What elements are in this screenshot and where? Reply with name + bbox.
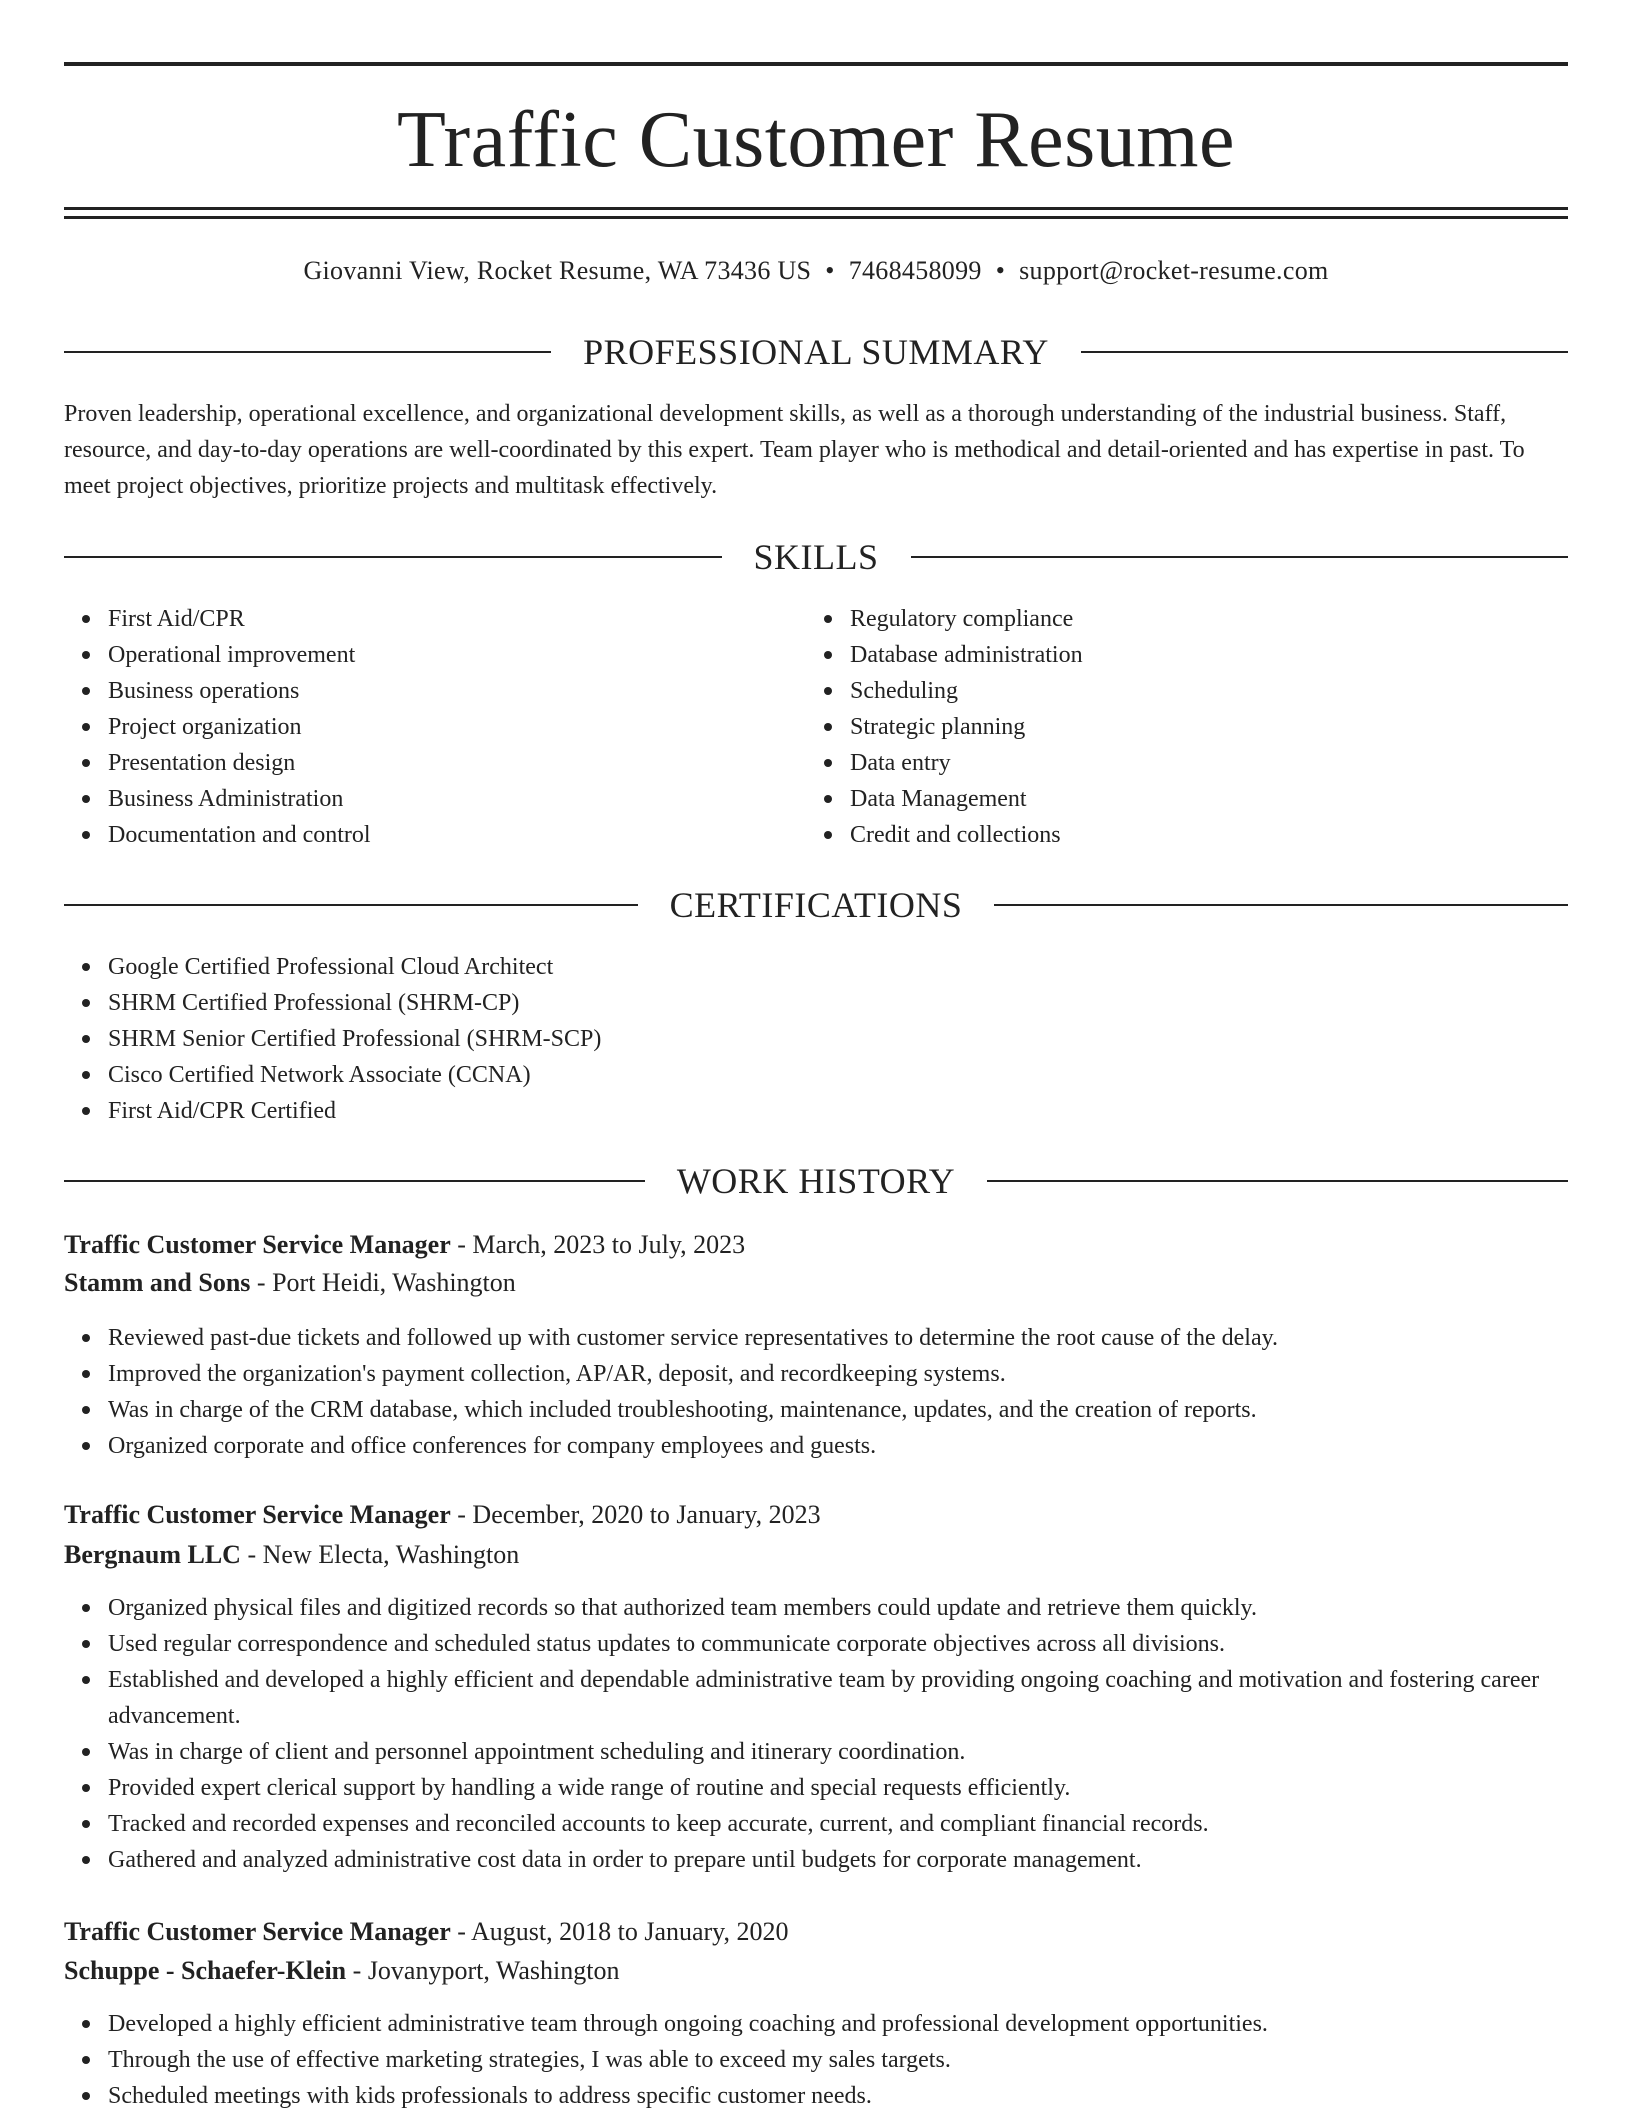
job-company-line	[64, 1265, 516, 1301]
job-dash: -	[450, 1917, 471, 1946]
skill-item: First Aid/CPR	[108, 601, 808, 637]
summary-heading	[64, 328, 1568, 376]
heading-rule-right	[994, 904, 1568, 906]
job-title-line	[64, 1227, 745, 1263]
certification-item: SHRM Certified Professional (SHRM-CP)	[108, 985, 1568, 1021]
resume-title: Traffic Customer Resume	[396, 96, 1236, 184]
skill-item: Operational improvement	[108, 637, 808, 673]
summary-text: Proven leadership, operational excellence, and organizational development skills, as well as a thorough understanding of the industrial business. Staff, resource, and day-to-day operations are well-coordinated by this expert. Team player who is methodical and detail-oriented and has expertise in past. To meet project objectives, prioritize projects and multitask effectively.	[64, 401, 1525, 499]
job-title: Traffic Customer Service Manager	[64, 1917, 451, 1946]
job-bullets	[64, 2006, 1568, 2114]
certifications-list	[64, 949, 1568, 1129]
certification-item: First Aid/CPR Certified	[108, 1093, 1568, 1129]
job-company: Schuppe - Schaefer-Klein	[64, 1956, 347, 1985]
skill-item: Business operations	[108, 673, 808, 709]
certifications-heading	[64, 881, 1568, 929]
job-bullet: Used regular correspondence and scheduled status updates to communicate corporate objectives across all divisions.	[108, 1626, 1568, 1662]
skills-list-right	[806, 601, 1550, 853]
job-bullet: Provided expert clerical support by handling a wide range of routine and special requests efficiently.	[108, 1770, 1568, 1806]
title-rule-upper	[64, 207, 1568, 210]
job-title: Traffic Customer Service Manager	[64, 1230, 451, 1259]
top-rule	[64, 62, 1568, 66]
certification-item: Cisco Certified Network Associate (CCNA)	[108, 1057, 1568, 1093]
job-bullet: Through the use of effective marketing strategies, I was able to exceed my sales targets.	[108, 2042, 1568, 2078]
contact-separator: •	[825, 256, 835, 285]
heading-rule-right	[1081, 351, 1568, 353]
job-location: New Electa, Washington	[262, 1540, 520, 1569]
job-bullet: Gathered and analyzed administrative cost data in order to prepare until budgets for corporate management.	[108, 1842, 1568, 1878]
job-bullet: Improved the organization's payment collection, AP/AR, deposit, and recordkeeping systems.	[108, 1356, 1568, 1392]
skill-item: Data Management	[850, 781, 1550, 817]
heading-rule-left	[64, 556, 722, 558]
skill-item: Data entry	[850, 745, 1550, 781]
job-bullets	[64, 1590, 1568, 1878]
job-bullets	[64, 1320, 1568, 1464]
job-bullet: Scheduled meetings with kids professionals to address specific customer needs.	[108, 2078, 1568, 2114]
skill-item: Business Administration	[108, 781, 808, 817]
certifications-heading-label: CERTIFICATIONS	[669, 885, 963, 925]
job-bullet: Was in charge of client and personnel appointment scheduling and itinerary coordination.	[108, 1734, 1568, 1770]
job-company: Bergnaum LLC	[64, 1540, 241, 1569]
skill-item: Strategic planning	[850, 709, 1550, 745]
job-bullet: Reviewed past-due tickets and followed up with customer service representatives to determine the root cause of the delay.	[108, 1320, 1568, 1356]
job-title-line	[64, 1497, 821, 1533]
skill-item: Database administration	[850, 637, 1550, 673]
heading-rule-left	[64, 351, 551, 353]
work-history-heading	[64, 1157, 1568, 1205]
skills-heading	[64, 533, 1568, 581]
summary-heading-label: PROFESSIONAL SUMMARY	[583, 332, 1049, 372]
contact-separator: •	[995, 256, 1006, 285]
job-bullet: Tracked and recorded expenses and reconciled accounts to keep accurate, current, and compliant financial records.	[108, 1806, 1568, 1842]
job-dash: -	[450, 1230, 473, 1259]
heading-rule-right	[987, 1180, 1568, 1182]
job-dates: March, 2023 to July, 2023	[472, 1230, 746, 1259]
certification-item: Google Certified Professional Cloud Architect	[108, 949, 1568, 985]
job-bullet: Organized corporate and office conferences for company employees and guests.	[108, 1428, 1568, 1464]
job-bullet: Established and developed a highly efficient and dependable administrative team by providing ongoing coaching and motivation and fostering career advancement.	[108, 1662, 1568, 1734]
job-dash: -	[450, 1500, 473, 1529]
work-history-heading-label: WORK HISTORY	[676, 1161, 956, 1201]
skills-list-left	[64, 601, 808, 853]
job-title-line	[64, 1914, 789, 1950]
title-rule-lower	[64, 216, 1568, 219]
job-dates: August, 2018 to January, 2020	[470, 1917, 789, 1946]
skill-item: Credit and collections	[850, 817, 1550, 853]
job-company-line	[64, 1953, 619, 1989]
skill-item: Scheduling	[850, 673, 1550, 709]
job-bullet: Organized physical files and digitized records so that authorized team members could update and retrieve them quickly.	[108, 1590, 1568, 1626]
job-dates: December, 2020 to January, 2023	[472, 1500, 821, 1529]
skills-heading-label: SKILLS	[753, 537, 879, 577]
contact-address: Giovanni View, Rocket Resume, WA 73436 US	[303, 256, 812, 285]
job-bullet: Was in charge of the CRM database, which included troubleshooting, maintenance, updates, and the creation of reports.	[108, 1392, 1568, 1428]
contact-email: support@rocket-resume.com	[1019, 256, 1329, 285]
job-dash: -	[346, 1956, 368, 1985]
contact-phone: 7468458099	[848, 256, 982, 285]
job-dash: -	[240, 1540, 263, 1569]
job-location: Port Heidi, Washington	[272, 1268, 516, 1297]
skill-item: Documentation and control	[108, 817, 808, 853]
certification-item: SHRM Senior Certified Professional (SHRM-SCP)	[108, 1021, 1568, 1057]
skill-item: Regulatory compliance	[850, 601, 1550, 637]
heading-rule-left	[64, 904, 638, 906]
skill-item: Project organization	[108, 709, 808, 745]
job-company-line	[64, 1537, 519, 1573]
skill-item: Presentation design	[108, 745, 808, 781]
contact-line	[64, 253, 1568, 289]
job-location: Jovanyport, Washington	[367, 1956, 620, 1985]
heading-rule-right	[911, 556, 1569, 558]
heading-rule-left	[64, 1180, 645, 1182]
job-bullet: Developed a highly efficient administrative team through ongoing coaching and professional development opportunities.	[108, 2006, 1568, 2042]
job-title: Traffic Customer Service Manager	[64, 1500, 451, 1529]
job-dash: -	[250, 1268, 273, 1297]
job-company: Stamm and Sons	[64, 1268, 251, 1297]
